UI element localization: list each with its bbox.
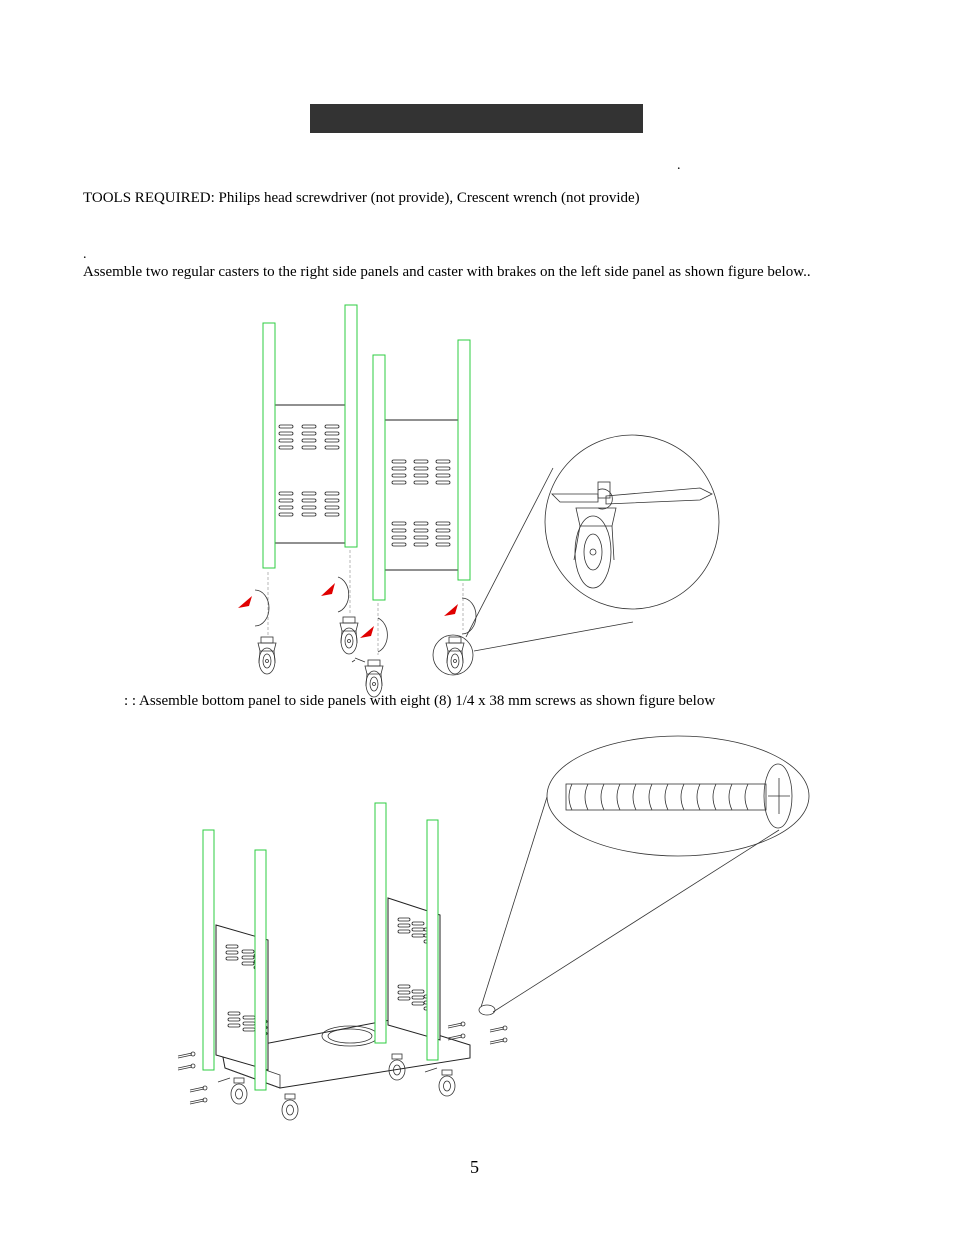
rotate-arrow-icon [321, 583, 335, 596]
period-mark: . [677, 158, 681, 173]
rotate-arrow-icon [238, 596, 252, 608]
caster-assembly-diagram [0, 300, 954, 695]
left-front-leg [263, 323, 275, 568]
right-front-leg [375, 803, 386, 1043]
left-front-leg [203, 830, 214, 1070]
step1-instruction: Assemble two regular casters to the right side panels and caster with brakes on the left side panel as shown figure below.. [83, 264, 811, 280]
wrench-icon [598, 488, 712, 509]
right-front-leg [373, 355, 385, 600]
left-rear-leg [255, 850, 266, 1090]
tools-required-text: TOOLS REQUIRED: Philips head screwdriver (not provide), Crescent wrench (not provide) [83, 190, 640, 206]
right-rear-leg [458, 340, 470, 580]
bottom-panel-assembly-diagram [0, 730, 954, 1130]
step2-instruction: : : Assemble bottom panel to side panels with eight (8) 1/4 x 38 mm screws as shown figure below [124, 693, 716, 709]
right-side-panel [384, 420, 462, 570]
screw-icon [566, 764, 792, 828]
page-number: 5 [470, 1157, 479, 1177]
left-rear-leg [345, 305, 357, 547]
period-mark-step1: . [83, 247, 87, 262]
caster-wrench-detail [545, 435, 719, 609]
right-rear-leg [427, 820, 438, 1060]
rotate-arrow-icon [444, 604, 458, 616]
rotate-arrow-icon [360, 626, 374, 638]
section-title-bar [310, 104, 643, 133]
